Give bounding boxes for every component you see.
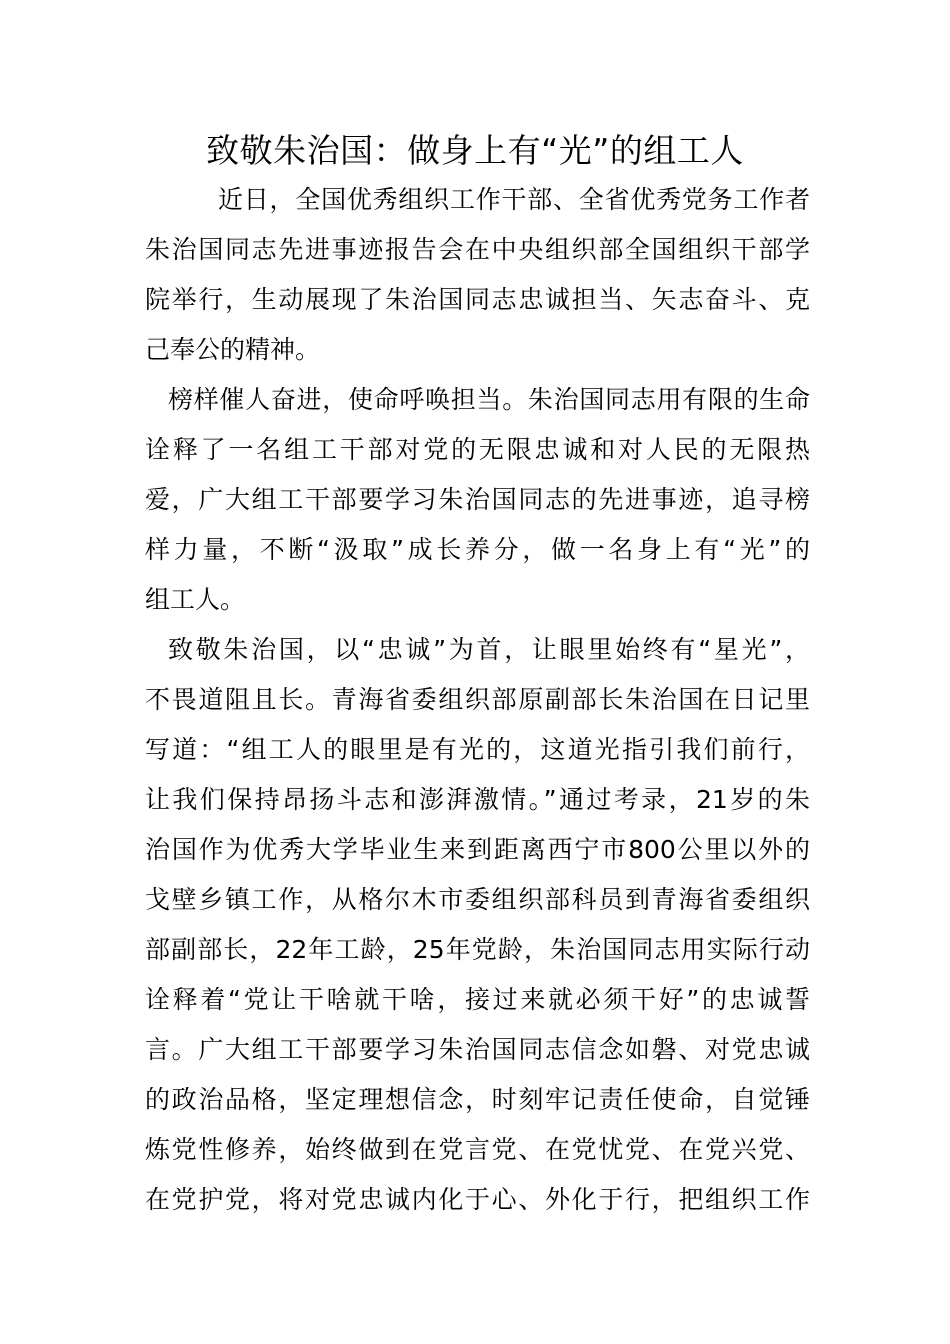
paragraph-3-line-2: 不畏道阻且长。青海省委组织部原副部长朱治国在日记里 bbox=[145, 685, 810, 714]
paragraph-3-line-5: 治国作为优秀大学毕业生来到距离西宁市800公里以外的 bbox=[145, 835, 810, 864]
paragraph-3-line-9: 言。广大组工干部要学习朱治国同志信念如磐、对党忠诚 bbox=[145, 1035, 810, 1064]
document-title: 致敬朱治国：做身上有“光”的组工人 bbox=[206, 131, 744, 170]
paragraph-3-line-4: 让我们保持昂扬斗志和澎湃激情。”通过考录，21岁的朱 bbox=[145, 785, 810, 814]
paragraph-1-line-2: 朱治国同志先进事迹报告会在中央组织部全国组织干部学 bbox=[145, 235, 810, 264]
paragraph-1-line-3: 院举行，生动展现了朱治国同志忠诚担当、矢志奋斗、克 bbox=[145, 285, 810, 314]
paragraph-3-line-1: 致敬朱治国，以“忠诚”为首，让眼里始终有“星光”， bbox=[168, 635, 810, 664]
paragraph-2-line-2: 诠释了一名组工干部对党的无限忠诚和对人民的无限热 bbox=[145, 435, 810, 464]
paragraph-3-line-6: 戈壁乡镇工作，从格尔木市委组织部科员到青海省委组织 bbox=[145, 885, 810, 914]
paragraph-2-line-4: 样力量，不断“汲取”成长养分，做一名身上有“光”的 bbox=[145, 535, 810, 564]
paragraph-3-line-8: 诠释着“党让干啥就干啥，接过来就必须干好”的忠诚誓 bbox=[145, 985, 810, 1014]
paragraph-1-line-4: 己奉公的精神。 bbox=[145, 335, 321, 364]
paragraph-2-line-1: 榜样催人奋进，使命呼唤担当。朱治国同志用有限的生命 bbox=[168, 385, 810, 414]
paragraph-3-line-7: 部副部长，22年工龄，25年党龄，朱治国同志用实际行动 bbox=[145, 935, 810, 964]
paragraph-3-line-12: 在党护党，将对党忠诚内化于心、外化于行，把组织工作 bbox=[145, 1185, 810, 1214]
paragraph-1-line-1: 近日，全国优秀组织工作干部、全省优秀党务工作者 bbox=[218, 185, 810, 214]
paragraph-3-line-3: 写道：“组工人的眼里是有光的，这道光指引我们前行， bbox=[145, 735, 810, 764]
paragraph-3-line-10: 的政治品格，坚定理想信念，时刻牢记责任使命，自觉锤 bbox=[145, 1085, 810, 1114]
paragraph-2-line-3: 爱，广大组工干部要学习朱治国同志的先进事迹，追寻榜 bbox=[145, 485, 810, 514]
paragraph-3-line-11: 炼党性修养，始终做到在党言党、在党忧党、在党兴党、 bbox=[145, 1135, 810, 1164]
paragraph-2-line-5: 组工人。 bbox=[145, 585, 246, 614]
